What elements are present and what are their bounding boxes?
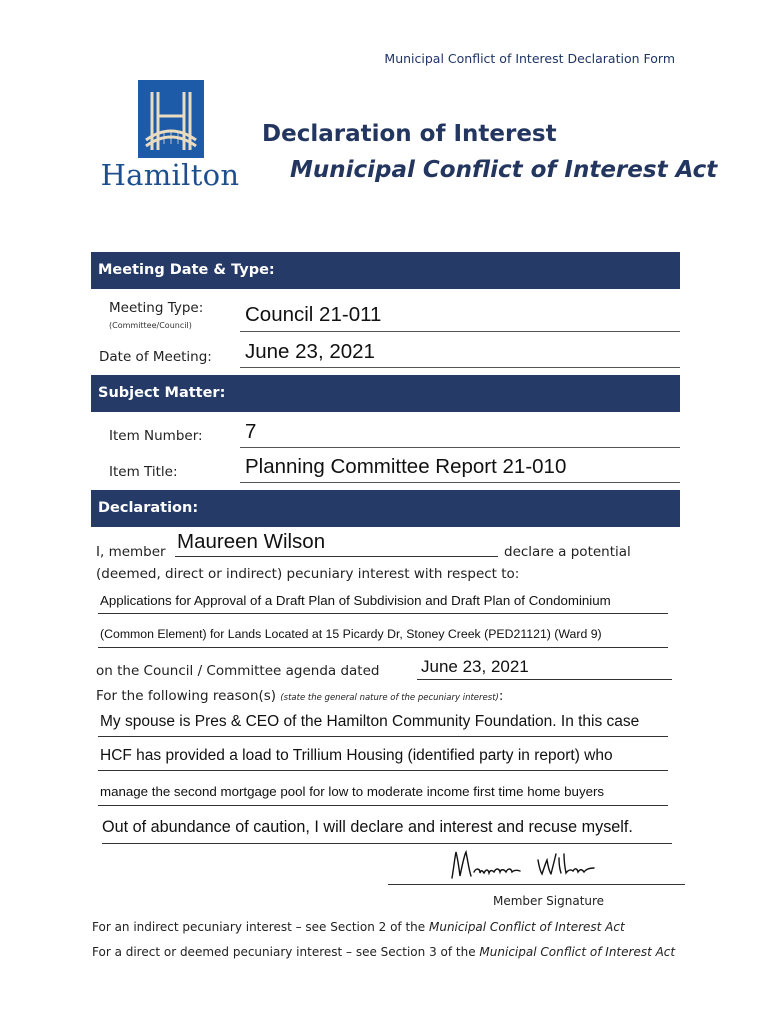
item-number-field[interactable]	[240, 419, 680, 448]
subject-line-2-text: (Common Element) for Lands Located at 15 Picardy Dr, Stoney Creek (PED21121) (Ward 9)	[100, 627, 602, 641]
reason-line-1-text: My spouse is Pres & CEO of the Hamilton Community Foundation. In this case	[100, 713, 640, 730]
section-meeting-banner: Meeting Date & Type:	[91, 252, 680, 289]
meeting-date-label: Date of Meeting:	[99, 349, 212, 365]
signature-field[interactable]	[388, 852, 685, 885]
reasons-prefix: For the following reason(s)	[96, 688, 277, 704]
subject-line-1-text: Applications for Approval of a Draft Plan of Subdivision and Draft Plan of Condominium	[100, 593, 611, 608]
reasons-label	[96, 688, 503, 704]
hamilton-logo-wordmark: Hamilton	[100, 158, 240, 192]
signature-label: Member Signature	[493, 894, 605, 908]
meeting-date-field[interactable]	[240, 339, 680, 368]
meeting-date-value: June 23, 2021	[245, 340, 375, 363]
item-number-label: Item Number:	[109, 428, 203, 444]
meeting-type-sublabel: (Committee/Council)	[109, 321, 192, 330]
reason-line-2[interactable]	[98, 746, 668, 771]
section-declaration-banner: Declaration:	[91, 490, 680, 527]
handwritten-signature	[446, 846, 606, 882]
footer-line-2-act: Municipal Conflict of Interest Act	[479, 945, 676, 959]
member-suffix: declare a potential	[504, 544, 631, 560]
reason-line-4[interactable]	[102, 817, 672, 844]
item-number-value: 7	[245, 420, 257, 443]
form-header-title: Municipal Conflict of Interest Declaration Form	[384, 51, 675, 66]
reason-line-3[interactable]	[98, 783, 668, 806]
item-title-label: Item Title:	[109, 464, 178, 480]
subject-line-1[interactable]	[98, 592, 668, 614]
member-name-field[interactable]	[175, 532, 498, 557]
subject-line-2[interactable]	[98, 626, 668, 648]
reason-line-2-text: HCF has provided a load to Trillium Housing (identified party in report) who	[100, 747, 613, 764]
agenda-prefix: on the Council / Committee agenda dated	[96, 663, 380, 679]
agenda-date-value: June 23, 2021	[421, 657, 529, 676]
meeting-type-field[interactable]	[240, 302, 680, 332]
hamilton-logo	[100, 80, 240, 195]
footer-line-2-prefix: For a direct or deemed pecuniary interest – see Section 3 of the	[92, 945, 480, 959]
declaration-line2: (deemed, direct or indirect) pecuniary interest with respect to:	[96, 566, 520, 582]
hamilton-logo-emblem-icon	[138, 80, 204, 158]
reason-line-4-text: Out of abundance of caution, I will declare and interest and recuse myself.	[102, 818, 633, 836]
footer-line-1	[92, 920, 625, 934]
meeting-type-label: Meeting Type:	[109, 300, 204, 316]
item-title-field[interactable]	[240, 453, 680, 483]
page-title: Declaration of Interest	[262, 121, 557, 147]
meeting-type-value: Council 21-011	[245, 303, 382, 326]
reasons-colon: :	[498, 688, 504, 704]
page-subtitle: Municipal Conflict of Interest Act	[290, 157, 718, 183]
reason-line-1[interactable]	[98, 712, 668, 737]
agenda-date-field[interactable]	[417, 657, 672, 680]
item-title-value: Planning Committee Report 21-010	[245, 455, 567, 478]
reasons-hint: (state the general nature of the pecuniary interest)	[280, 693, 499, 703]
member-prefix: I, member	[96, 544, 166, 560]
member-name-value: Maureen Wilson	[177, 530, 326, 553]
footer-line-1-act: Municipal Conflict of Interest Act	[428, 920, 625, 934]
footer-line-2	[92, 945, 675, 959]
section-subject-banner: Subject Matter:	[91, 375, 680, 412]
reason-line-3-text: manage the second mortgage pool for low to moderate income first time home buyers	[100, 784, 605, 799]
footer-line-1-prefix: For an indirect pecuniary interest – see Section 2 of the	[92, 920, 429, 934]
